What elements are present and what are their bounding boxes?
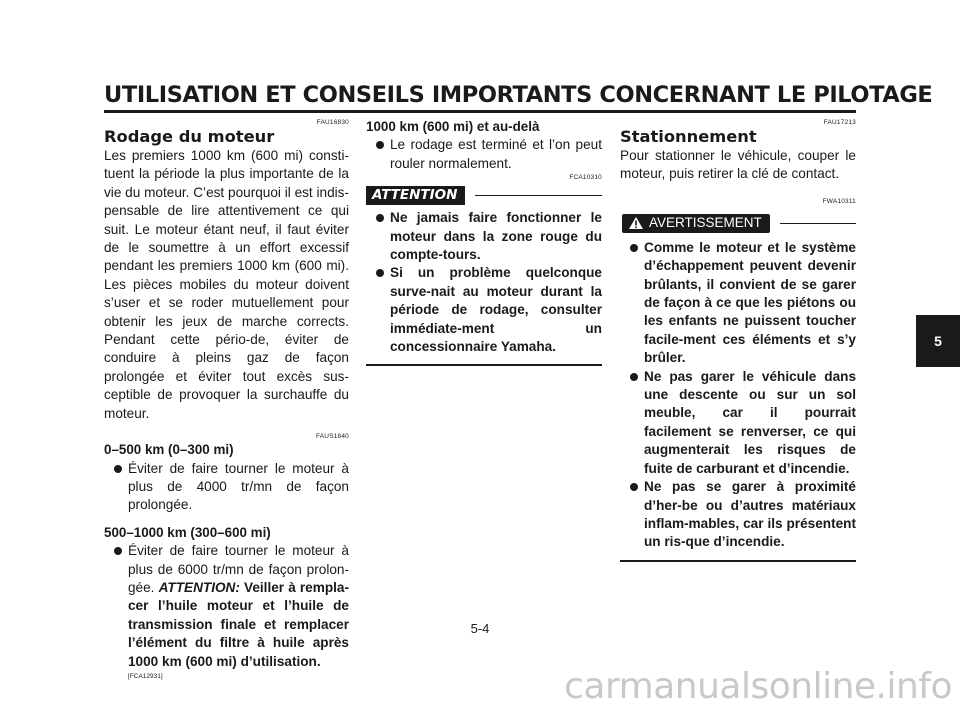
attention-code: FCA10310 xyxy=(569,174,602,182)
header-rule xyxy=(104,110,856,113)
warning-triangle-icon xyxy=(628,216,644,230)
list-item: Éviter de faire tourner le moteur à plus de 4000 tr/mn de façon prolongée. xyxy=(104,460,349,515)
list-item: Comme le moteur et le système d’échappement peuvent devenir brûlants, il convient de se garer de façon à ce que les piétons ou les enfants ne puissent toucher facile-ment ces éléments et s’y brûler. xyxy=(620,239,856,368)
list-item xyxy=(104,542,349,671)
stage1-title: 0–500 km (0–300 mi) xyxy=(104,442,234,458)
stage2-bullet-plain: Éviter de faire tourner le moteur à plus de 6000 tr/mn de façon prolon-gée. xyxy=(128,543,349,595)
warning-list xyxy=(620,239,856,552)
stage1-list xyxy=(104,460,349,515)
list-item: Ne pas garer le véhicule dans une descente ou sur un sol meuble, car il pourrait facilement se renverser, ce qui augmenterait les risques de fuite de carburant et d’incendie. xyxy=(620,368,856,478)
warning-code: FWA10311 xyxy=(822,197,856,205)
section-title-stationnement: Stationnement xyxy=(620,127,757,146)
attention-rule xyxy=(475,195,602,196)
list-item: Ne pas se garer à proximité d’her-be ou d’autres matériaux inflam-mables, car ils présentent un ris-que d’incendie. xyxy=(620,478,856,552)
stage2-title: 500–1000 km (300–600 mi) xyxy=(104,524,271,540)
watermark: carmanualsonline.info xyxy=(564,666,952,707)
warning-header xyxy=(620,214,856,233)
rodage-body: Les premiers 1000 km (600 mi) consti-tuent la période la plus importante de la vie du moteur. C’est pourquoi il est indis-pensable de lire attentivement ce qui suit. Le moteur étant neuf, il faut éviter de le soumettre à un effort excessif pendant les premiers 1000 km (600 mi). Les pièces mobiles du moteur doivent s’user et se roder mutuellement pour obtenir les jeux de marche corrects. Pendant cette pério-de, éviter de conduire à pleins gaz de façon prolongée et éviter tout excès sus-ceptible de provoquer la surchauffe du moteur. xyxy=(104,148,349,421)
section-title-rodage: Rodage du moteur xyxy=(104,127,275,146)
stage2-ref-code: [FCA12931] xyxy=(128,672,163,680)
column-stationnement xyxy=(620,118,856,562)
warning-badge xyxy=(622,214,770,233)
list-item: Ne jamais faire fonctionner le moteur dans la zone rouge du compte-tours. xyxy=(366,209,602,264)
stage3-list xyxy=(366,136,602,173)
warning-rule xyxy=(780,223,856,224)
warning-end-rule xyxy=(620,560,856,562)
warning-badge-label: AVERTISSEMENT xyxy=(649,215,762,231)
stage2-bullet-attention: ATTENTION: xyxy=(158,579,240,595)
stage2-list xyxy=(104,542,349,671)
chapter-tab: 5 xyxy=(916,315,960,367)
attention-end-rule xyxy=(366,364,602,366)
page-header-title: UTILISATION ET CONSEILS IMPORTANTS CONCERNANT LE PILOTAGE xyxy=(104,82,933,108)
list-item: Si un problème quelconque surve-nait au moteur durant la période de rodage, consulter immédiate-ment un concessionnaire Yamaha. xyxy=(366,264,602,356)
section-code: FAU17213 xyxy=(823,119,856,126)
stationnement-body: Pour stationner le véhicule, couper le moteur, puis retirer la clé de contact. xyxy=(620,148,856,182)
column-rodage xyxy=(104,118,349,683)
attention-badge: ATTENTION xyxy=(366,186,465,205)
section-code-2: FAUS1840 xyxy=(315,433,349,441)
stage2-bullet-bold: Veiller à rempla-cer l’huile moteur et l’huile de transmission finale et remplacer l’élément du filtre à huile après 1000 km (600 mi) d’utilisation. xyxy=(128,579,349,669)
column-rodage-cont xyxy=(366,118,602,366)
section-code: FAU16830 xyxy=(316,119,349,126)
stage3-title: 1000 km (600 mi) et au-delà xyxy=(366,119,540,134)
page-number: 5-4 xyxy=(470,621,490,636)
attention-list xyxy=(366,209,602,356)
attention-header xyxy=(366,186,602,205)
list-item: Le rodage est terminé et l’on peut rouler normalement. xyxy=(366,136,602,173)
